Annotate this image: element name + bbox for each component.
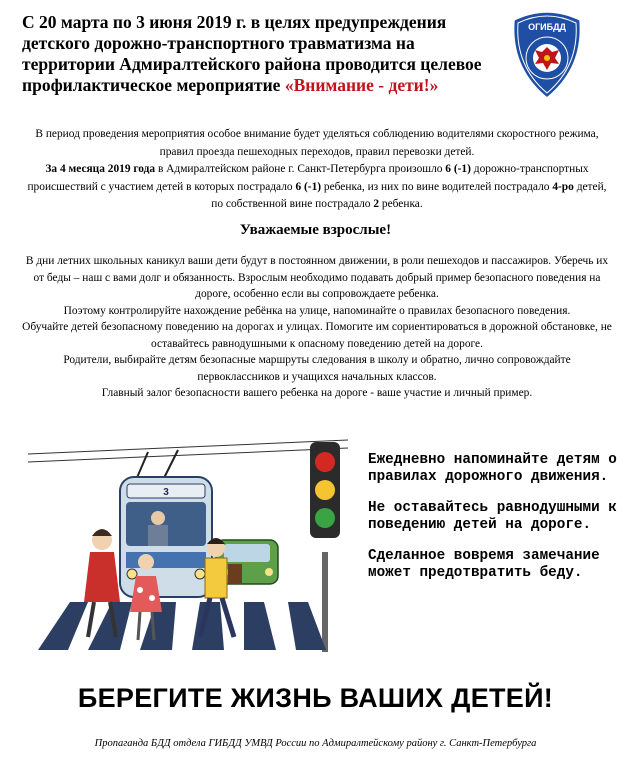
stats-text: в Адмиралтейском районе г. Санкт-Петербурга произошло	[155, 163, 446, 175]
stats-driver-fault: 4-ро	[552, 180, 574, 193]
child-figure	[84, 529, 120, 637]
red-light	[315, 452, 335, 472]
statistics-line	[22, 161, 612, 214]
stats-text: ребенка, из них по вине водителей пострадало	[321, 180, 553, 193]
stats-injured: 6 (-1)	[295, 180, 322, 193]
ogibdd-logo	[508, 8, 586, 100]
bus-number: 3	[163, 487, 169, 498]
advice-paragraph: Родители, выбирайте детям безопасные маршруты следования в школу и обратно, лично сопровождайте первоклассников и учащихся начальных классов.	[63, 354, 571, 383]
intro-text	[22, 126, 612, 214]
stats-period: За 4 месяца 2019 года	[45, 163, 156, 175]
page-title	[22, 12, 492, 96]
reminder-item: Ежедневно напоминайте детям о правилах дорожного движения.	[368, 452, 617, 485]
reminder-item: Не оставайтесь равнодушными к поведению детей на дороге.	[368, 500, 617, 533]
advice-paragraph: Главный залог безопасности вашего ребенка на дороге - ваше участие и личный пример.	[101, 387, 533, 399]
street-crossing-illustration	[28, 432, 348, 654]
yellow-light	[315, 480, 335, 500]
stats-text: ребенка.	[379, 198, 423, 210]
footer-credit: Пропаганда БДД отдела ГИБДД УМВД России по Адмиралтейскому району г. Санкт-Петербурга	[94, 738, 537, 749]
intro-line: В период проведения мероприятия особое внимание будет уделяться соблюдению водителями скоростного режима, правил проезда пешеходных переходов, правил перевозки детей.	[35, 128, 599, 158]
stats-accidents: 6 (-1)	[445, 163, 471, 175]
advice-text	[22, 253, 612, 402]
stats-text: дорожно-транспортных происшествий с участием детей в которых пострадало	[27, 163, 589, 193]
zebra-crossing	[38, 602, 326, 650]
title-text: С 20 марта по 3 июня 2019 г. в целях предупреждения детского дорожно-транспортного травматизма на территории Адмиралтейского района проводится целевое профилактическое мероприятие	[22, 12, 482, 95]
driver-figure	[151, 511, 165, 525]
logo-title: ОГИБДД	[528, 22, 566, 32]
reminder-item: Сделанное вовремя замечание может предотвратить беду.	[368, 548, 600, 581]
trolleybus	[120, 450, 212, 597]
stats-own-fault: 2	[373, 198, 380, 210]
slogan: БЕРЕГИТЕ ЖИЗНЬ ВАШИХ ДЕТЕЙ!	[77, 683, 554, 713]
advice-paragraph: Обучайте детей безопасному поведению на дорогах и улицах. Помогите им сориентироваться в дорожной обстановке, не оставайтесь равнодушными к опасному поведению детей на дороге.	[22, 321, 612, 350]
reminder-list	[368, 452, 618, 596]
green-light	[315, 508, 335, 528]
campaign-name: «Внимание - дети!»	[284, 75, 439, 95]
stats-text: детей, по собственной вине пострадало	[211, 180, 607, 210]
section-heading: Уважаемые взрослые!	[239, 222, 392, 238]
advice-paragraph: В дни летних школьных каникул ваши дети будут в постоянном движении, в роли пешеходов и пассажиров. Уберечь их от беды – наш с вами долг и обязанность. Взрослым необходимо подавать добрый пример безопасного поведения на дороге, особенно если вы сопровождаете ребенка.	[25, 255, 609, 300]
advice-paragraph: Поэтому контролируйте нахождение ребёнка на улице, напоминайте о правилах безопасного поведения.	[63, 304, 571, 317]
